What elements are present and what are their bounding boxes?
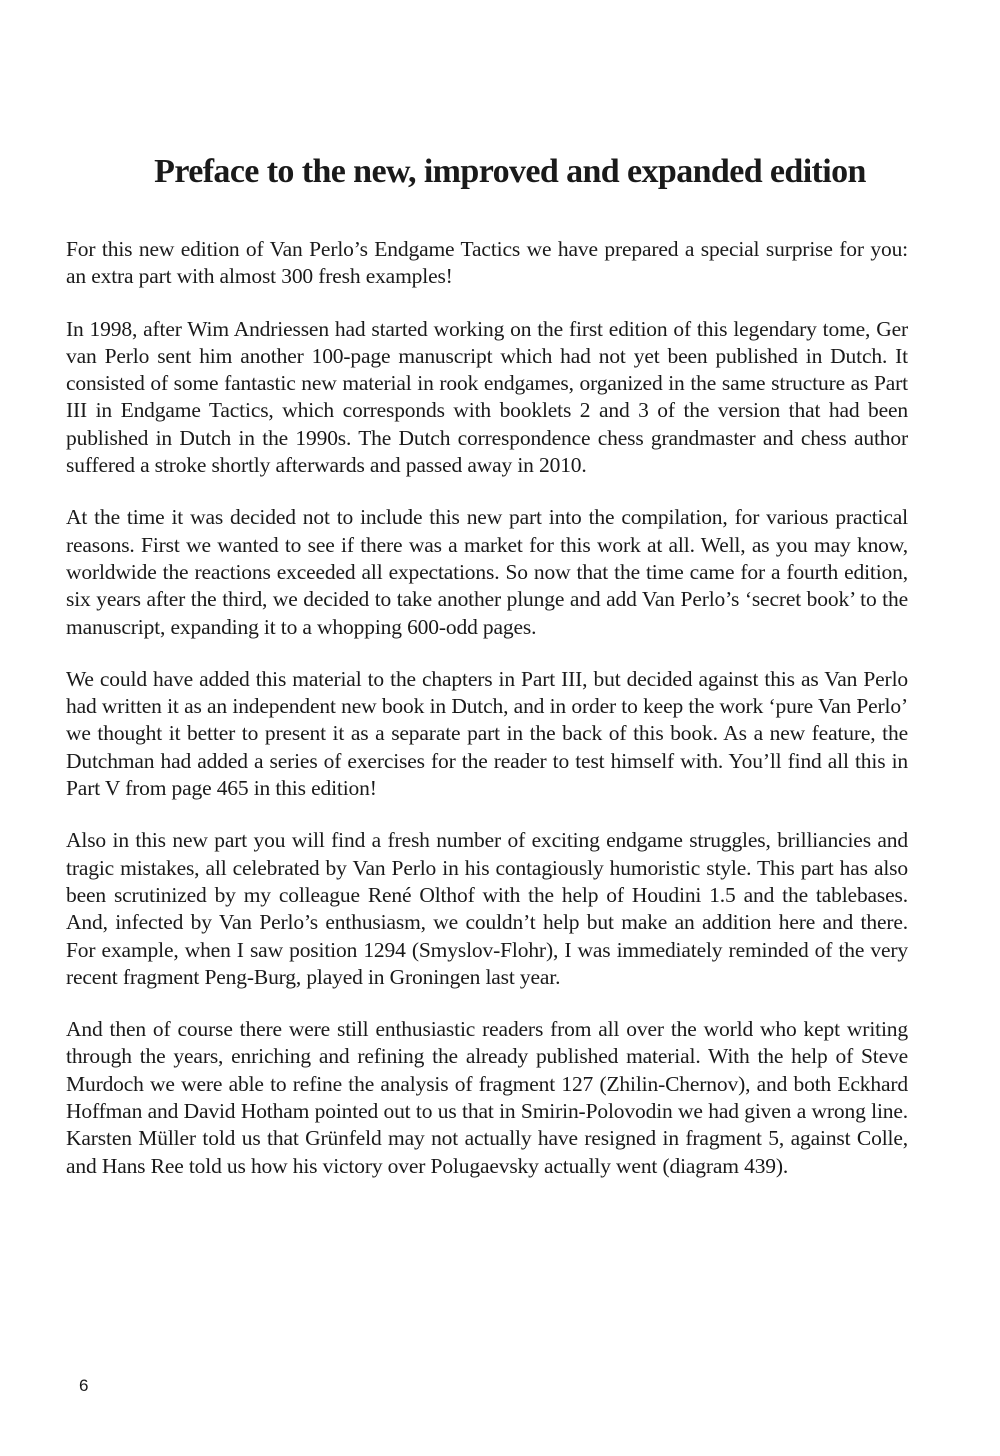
- paragraph-new-part-content: Also in this new part you will find a fresh number of exciting endgame struggles, brilliancies and tragic mistakes, all celebrated by Van Perlo in his contagiously humoristic style. This part has also been scrutinized by my colleague René Olthof with the help of Houdini 1.5 and the tablebases. And, infected by Van Perlo’s enthusiasm, we couldn’t help but make an addition here and there. For example, when I saw position 1294 (Smyslov-Flohr), I was immediately reminded of the very recent fragment Peng-Burg, played in Groningen last year.: [66, 828, 908, 989]
- page-title: Preface to the new, improved and expanded edition: [154, 153, 866, 190]
- paragraph-reader-corrections: And then of course there were still enthusiastic readers from all over the world who kept writing through the years, enriching and refining the already published material. With the help of Steve Murdoch we were able to refine the analysis of fragment 127 (Zhilin-Chernov), and both Eckhard Hoffman and David Hotham pointed out to us that in Smirin-Polovodin we had given a wrong line. Karsten Müller told us that Grünfeld may not actually have resigned in fragment 5, against Colle, and Hans Ree told us how his victory over Polugaevsky actually went (diagram 439).: [66, 1017, 908, 1178]
- body-text: [66, 236, 908, 1205]
- paragraph-manuscript-history: In 1998, after Wim Andriessen had started working on the first edition of this legendary tome, Ger van Perlo sent him another 100-page manuscript which had not yet been published in Dutch. It consisted of some fantastic new material in rook endgames, organized in the same structure as Part III in Endgame Tactics, which corresponds with booklets 2 and 3 of the version that had been published in Dutch in the 1990s. The Dutch correspondence chess grandmaster and chess author suffered a stroke shortly afterwards and passed away in 2010.: [66, 316, 908, 478]
- paragraph-fourth-edition: At the time it was decided not to include this new part into the compilation, for various practical reasons. First we wanted to see if there was a market for this work at all. Well, as you may know, worldwide the reactions exceeded all expectations. So now that the time came for a fourth edition, six years after the third, we decided to take another plunge and add Van Perlo’s ‘secret book’ to the manuscript, expanding it to a whopping 600-odd pages.: [66, 505, 908, 639]
- page-number: 6: [79, 1376, 89, 1395]
- paragraph-part-v: We could have added this material to the chapters in Part III, but decided against this as Van Perlo had written it as an independent new book in Dutch, and in order to keep the work ‘pure Van Perlo’ we thought it better to present it as a separate part in the back of this book. As a new feature, the Dutchman had added a series of exercises for the reader to test himself with. You’ll find all this in Part V from page 465 in this edition!: [66, 666, 908, 801]
- paragraph-new-edition: For this new edition of Van Perlo’s Endgame Tactics we have prepared a special surprise for you: an extra part with almost 300 fresh examples!: [66, 237, 908, 289]
